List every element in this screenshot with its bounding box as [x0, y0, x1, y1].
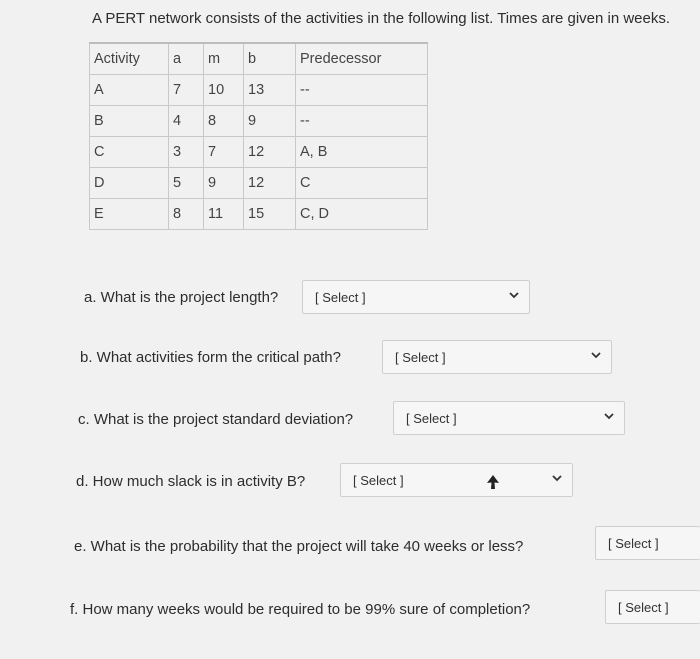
cell-m: 11 [204, 199, 244, 230]
table-row [90, 168, 428, 199]
cell-activity: C [90, 137, 169, 168]
chevron-down-icon [590, 349, 602, 361]
mouse-pointer-icon [486, 474, 500, 490]
cell-activity: E [90, 199, 169, 230]
question-f-label: f. How many weeks would be required to be 99% sure of completion? [70, 601, 531, 618]
cell-m: 8 [204, 106, 244, 137]
question-d-label: d. How much slack is in activity B? [76, 473, 306, 490]
question-a-select[interactable] [302, 280, 530, 314]
cell-activity: D [90, 168, 169, 199]
select-value: [ Select ] [353, 473, 404, 488]
question-b-select[interactable] [382, 340, 612, 374]
question-d-select[interactable] [340, 463, 573, 497]
cell-b: 9 [244, 106, 296, 137]
table-header-row [90, 43, 428, 75]
cell-predecessor: -- [296, 75, 428, 106]
cell-b: 13 [244, 75, 296, 106]
cell-a: 7 [169, 75, 204, 106]
select-value: [ Select ] [395, 350, 446, 365]
question-b-label: b. What activities form the critical path? [80, 349, 341, 366]
question-a-label: a. What is the project length? [84, 289, 279, 306]
select-value: [ Select ] [315, 290, 366, 305]
question-c-select[interactable] [393, 401, 625, 435]
cell-b: 12 [244, 137, 296, 168]
cell-b: 15 [244, 199, 296, 230]
cell-predecessor: -- [296, 106, 428, 137]
cell-predecessor: A, B [296, 137, 428, 168]
select-value: [ Select ] [608, 536, 659, 551]
question-f-select[interactable] [605, 590, 700, 624]
header-a: a [169, 43, 204, 75]
header-predecessor: Predecessor [296, 43, 428, 75]
chevron-down-icon [603, 410, 615, 422]
cell-a: 5 [169, 168, 204, 199]
cell-activity: B [90, 106, 169, 137]
question-e-select[interactable] [595, 526, 700, 560]
cell-a: 8 [169, 199, 204, 230]
chevron-down-icon [508, 289, 520, 301]
cell-predecessor: C [296, 168, 428, 199]
header-activity: Activity [90, 43, 169, 75]
select-value: [ Select ] [618, 600, 669, 615]
header-m: m [204, 43, 244, 75]
chevron-down-icon [551, 472, 563, 484]
activity-table [89, 42, 428, 230]
table-row [90, 106, 428, 137]
question-e-label: e. What is the probability that the project will take 40 weeks or less? [74, 538, 524, 555]
cell-m: 7 [204, 137, 244, 168]
question-c-label: c. What is the project standard deviation? [78, 411, 354, 428]
cell-m: 9 [204, 168, 244, 199]
cell-a: 3 [169, 137, 204, 168]
table-row [90, 199, 428, 230]
cell-a: 4 [169, 106, 204, 137]
cell-m: 10 [204, 75, 244, 106]
problem-statement: A PERT network consists of the activities in the following list. Times are given in weeks. [92, 10, 671, 27]
cell-b: 12 [244, 168, 296, 199]
table-row [90, 137, 428, 168]
cell-activity: A [90, 75, 169, 106]
cell-predecessor: C, D [296, 199, 428, 230]
table-row [90, 75, 428, 106]
select-value: [ Select ] [406, 411, 457, 426]
header-b: b [244, 43, 296, 75]
